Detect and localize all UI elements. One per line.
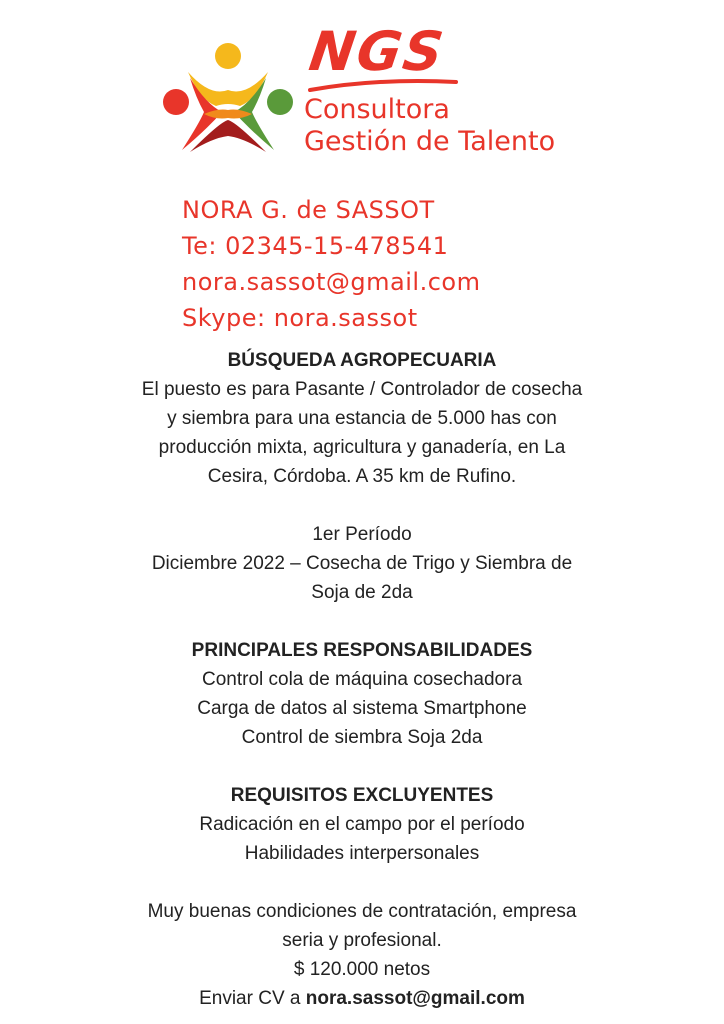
company-logo — [160, 14, 580, 164]
job-posting — [80, 346, 644, 1013]
heading-busqueda: BÚSQUEDA AGROPECUARIA — [227, 350, 497, 371]
closing-line: Muy buenas condiciones de contratación, empresa — [147, 901, 577, 922]
responsibility-item: Control cola de máquina cosechadora — [201, 669, 523, 690]
responsibility-item: Carga de datos al sistema Smartphone — [197, 698, 527, 719]
contact-name: NORA G. de SASSOT — [182, 196, 435, 224]
contact-block — [182, 192, 480, 336]
brand-line-consultora: Consultora — [304, 94, 450, 125]
period-title: 1er Período — [312, 524, 412, 545]
ngs-wordmark: NGS — [305, 20, 449, 83]
contact-phone: Te: 02345-15-478541 — [182, 232, 449, 260]
contact-skype: Skype: nora.sassot — [182, 304, 418, 332]
heading-requisitos: REQUISITOS EXCLUYENTES — [230, 785, 494, 806]
intro-line: Cesira, Córdoba. A 35 km de Rufino. — [207, 466, 517, 487]
send-cv-prefix: Enviar CV a — [199, 988, 306, 1009]
people-circle-logo-icon — [160, 42, 296, 162]
intro-line: y siembra para una estancia de 5.000 has con — [167, 408, 557, 429]
intro-line: producción mixta, agricultura y ganadería, en La — [158, 437, 566, 458]
requirement-item: Habilidades interpersonales — [244, 843, 480, 864]
period-line: Diciembre 2022 – Cosecha de Trigo y Siembra de — [151, 553, 573, 574]
closing-line: seria y profesional. — [282, 930, 442, 951]
send-cv-email[interactable]: nora.sassot@gmail.com — [305, 988, 525, 1009]
salary: $ 120.000 netos — [293, 959, 431, 980]
contact-email[interactable]: nora.sassot@gmail.com — [182, 268, 481, 296]
intro-line: El puesto es para Pasante / Controlador de cosecha — [141, 379, 583, 400]
brand-line-gestion: Gestión de Talento — [304, 126, 556, 157]
period-line: Soja de 2da — [311, 582, 413, 603]
send-cv-line — [80, 984, 644, 1013]
responsibility-item: Control de siembra Soja 2da — [241, 727, 483, 748]
heading-responsabilidades: PRINCIPALES RESPONSABILIDADES — [191, 640, 533, 661]
wordmark-underline — [308, 76, 458, 94]
requirement-item: Radicación en el campo por el período — [199, 814, 525, 835]
